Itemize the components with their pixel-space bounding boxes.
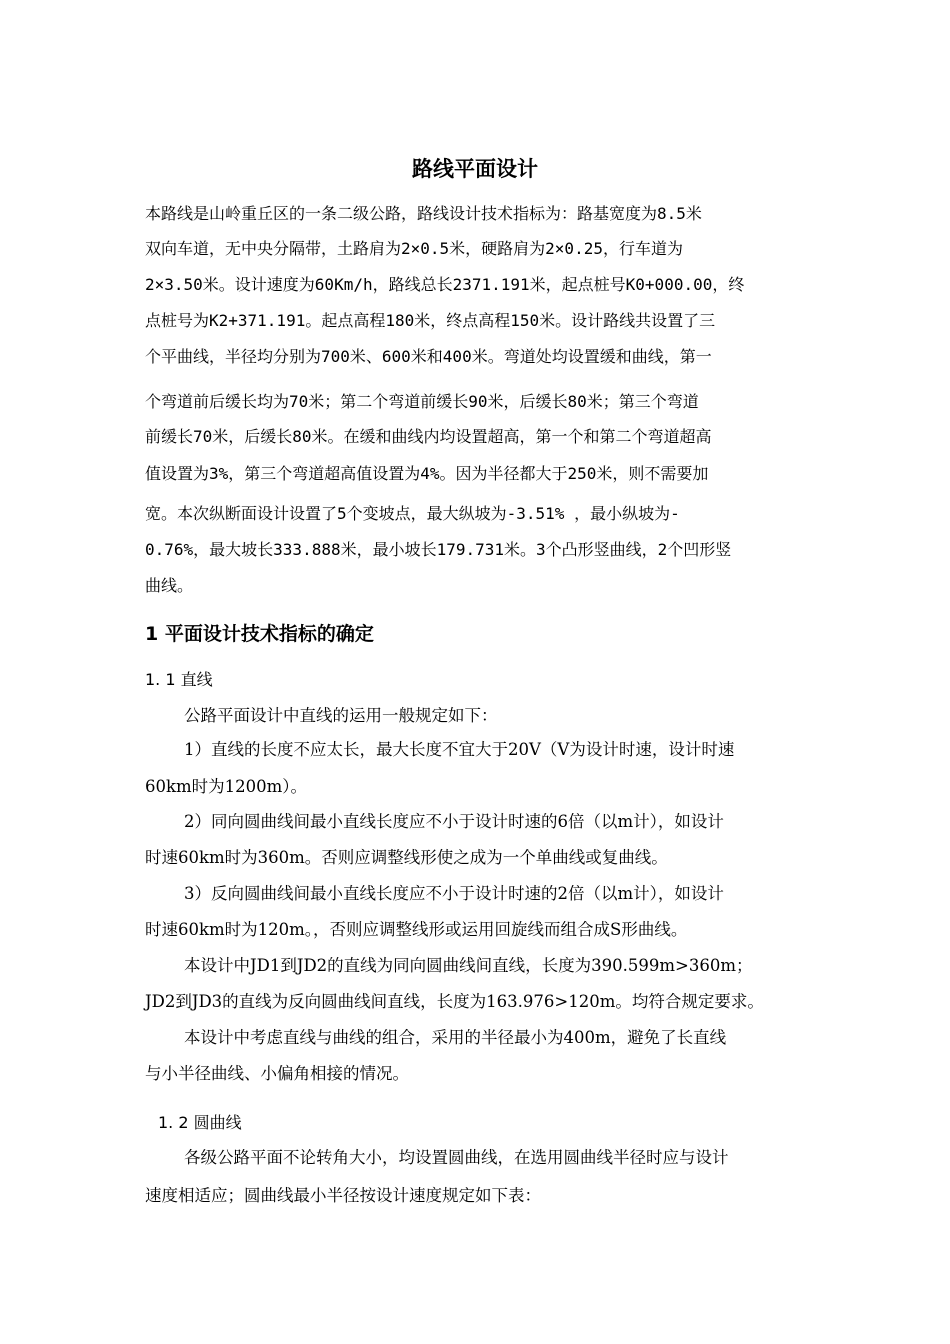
intro-line-3: 2×3.50米。设计速度为60Km/h，路线总长2371.191米，起点桩号K0+000.00，终 <box>145 275 745 294</box>
intro-line-4: 点桩号为K2+371.191。起点高程180米，终点高程150米。设计路线共设置了三 <box>145 311 716 330</box>
subsection-heading-straight-line: 1. 1 直线 <box>145 670 213 689</box>
straight-line-para-1: 公路平面设计中直线的运用一般规定如下： <box>184 706 498 725</box>
straight-line-para-2: 1）直线的长度不应太长，最大长度不宜大于20V（V为设计时速，设计时速 <box>184 740 735 759</box>
subsection-heading-circular-curve: 1. 2 圆曲线 <box>158 1113 242 1132</box>
intro-line-9: 宽。本次纵断面设计设置了5个变坡点，最大纵坡为-3.51% ，最小纵坡为- <box>145 504 680 523</box>
straight-line-para-6: 3）反向圆曲线间最小直线长度应不小于设计时速的2倍（以m计），如设计 <box>184 884 724 903</box>
straight-line-para-10: 本设计中考虑直线与曲线的组合，采用的半径最小为400m，避免了长直线 <box>184 1028 727 1047</box>
intro-line-5: 个平曲线，半径均分别为700米、600米和400米。弯道处均设置缓和曲线，第一 <box>145 347 712 366</box>
intro-line-7: 前缓长70米，后缓长80米。在缓和曲线内均设置超高，第一个和第二个弯道超高 <box>145 427 712 446</box>
intro-line-2: 双向车道，无中央分隔带，土路肩为2×0.5米，硬路肩为2×0.25，行车道为 <box>145 239 683 258</box>
page-title: 路线平面设计 <box>412 157 538 181</box>
intro-line-1: 本路线是山岭重丘区的一条二级公路，路线设计技术指标为：路基宽度为8.5米 <box>145 204 702 223</box>
intro-line-11: 曲线。 <box>145 576 194 595</box>
section-heading: 1 平面设计技术指标的确定 <box>145 623 374 645</box>
straight-line-para-5: 时速60km时为360m。否则应调整线形使之成为一个单曲线或复曲线。 <box>145 848 668 867</box>
intro-line-10: 0.76%，最大坡长333.888米，最小坡长179.731米。3个凸形竖曲线，2个凹形竖 <box>145 540 732 559</box>
circular-curve-para-2: 速度相适应；圆曲线最小半径按设计速度规定如下表： <box>145 1186 541 1205</box>
straight-line-para-8: 本设计中JD1到JD2的直线为同向圆曲线间直线，长度为390.599m>360m； <box>184 956 753 975</box>
straight-line-para-9: JD2到JD3的直线为反向圆曲线间直线，长度为163.976>120m。均符合规定要求。 <box>145 992 764 1011</box>
intro-line-6: 个弯道前后缓长均为70米；第二个弯道前缓长90米，后缓长80米；第三个弯道 <box>145 392 699 411</box>
straight-line-para-3: 60km时为1200m）。 <box>145 777 308 796</box>
straight-line-para-11: 与小半径曲线、小偏角相接的情况。 <box>145 1064 409 1083</box>
straight-line-para-4: 2）同向圆曲线间最小直线长度应不小于设计时速的6倍（以m计），如设计 <box>184 812 724 831</box>
circular-curve-para-1: 各级公路平面不论转角大小，均设置圆曲线，在选用圆曲线半径时应与设计 <box>184 1148 729 1167</box>
straight-line-para-7: 时速60km时为120m。，否则应调整线形或运用回旋线而组合成S形曲线。 <box>145 920 688 939</box>
intro-line-8: 值设置为3%，第三个弯道超高值设置为4%。因为半径都大于250米，则不需要加 <box>145 464 709 483</box>
